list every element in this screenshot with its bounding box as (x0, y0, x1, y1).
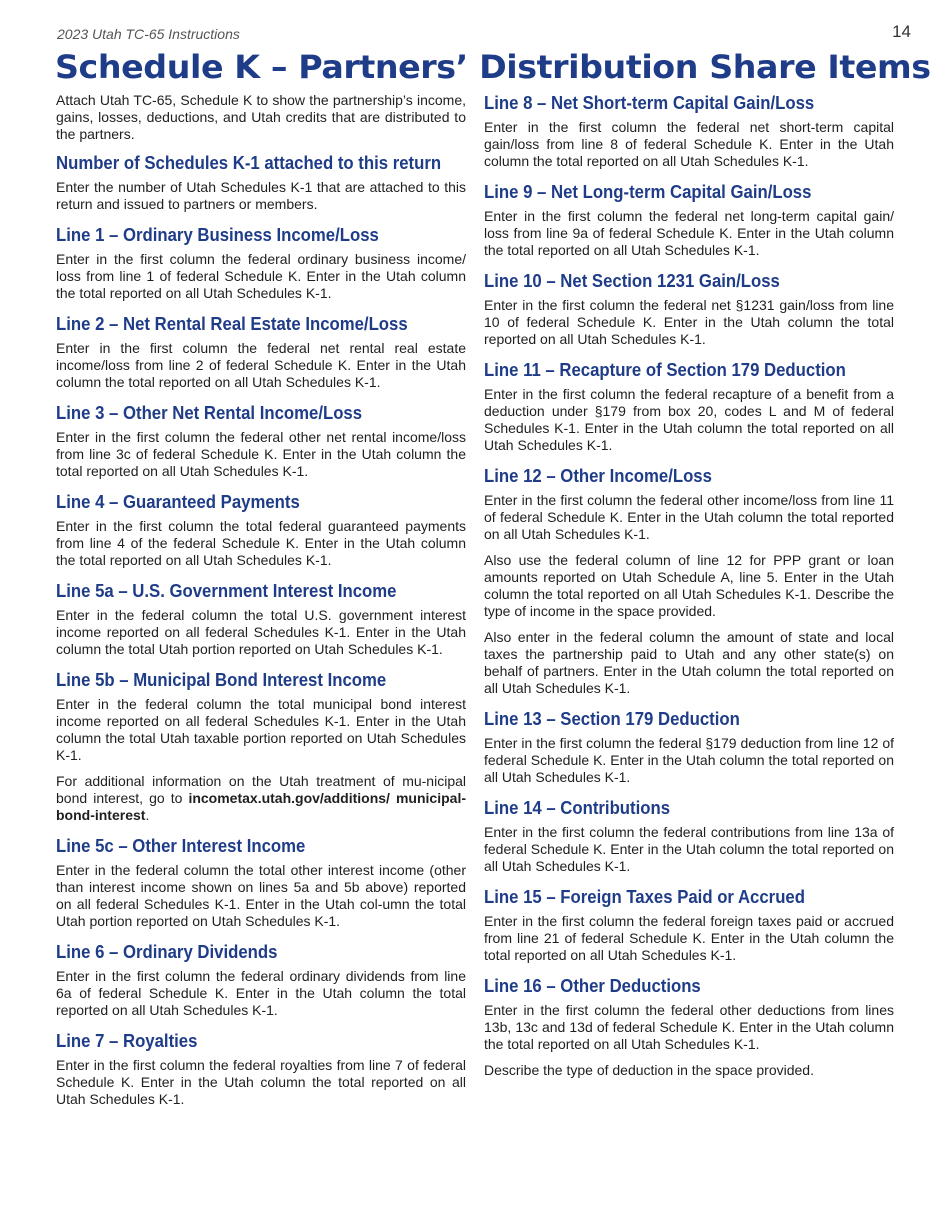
municipal-bond-link[interactable]: incometax.utah.gov/additions/ municipal-bond-interest (56, 790, 466, 823)
page-title: Schedule K – Partners’ Distribution Share Items (55, 48, 931, 86)
section-line-16 (484, 975, 894, 1079)
section-paragraph: Enter in the first column the federal contributions from line 13a of federal Schedule K. Enter in the Utah column the total reported on all Utah Schedules K-1. (484, 824, 894, 874)
section-paragraph: Also enter in the federal column the amount of state and local taxes the partnership paid to Utah and any other state(s) on behalf of partners. Enter in the Utah column the total reported on all Utah Schedules K-1. (484, 629, 894, 696)
section-line-6 (56, 941, 466, 1019)
section-heading: Line 15 – Foreign Taxes Paid or Accrued (484, 887, 805, 907)
section-line-2 (56, 313, 466, 391)
section-line-5c (56, 835, 466, 930)
running-header: 2023 Utah TC-65 Instructions (57, 26, 240, 42)
section-heading: Line 14 – Contributions (484, 798, 671, 818)
section-paragraph: Enter in the first column the federal other deductions from lines 13b, 13c and 13d of federal Schedule K. Enter in the Utah column the total reported on all Utah Schedules K-1. (484, 1002, 894, 1052)
section-heading: Line 4 – Guaranteed Payments (56, 492, 300, 512)
section-line-15 (484, 886, 894, 964)
section-paragraph: Also use the federal column of line 12 for PPP grant or loan amounts reported on Utah Schedule A, line 5. Enter in the Utah column the total reported on all Utah Schedules K-1. Describe the type of income in the space provided. (484, 552, 894, 619)
section-line-7 (56, 1030, 466, 1108)
section-heading: Line 3 – Other Net Rental Income/Loss (56, 403, 363, 423)
section-heading: Number of Schedules K-1 attached to this return (56, 153, 442, 173)
section-heading: Line 2 – Net Rental Real Estate Income/Loss (56, 314, 408, 334)
section-paragraph: Enter in the first column the federal other net rental income/loss from line 3c of federal Schedule K. Enter in the Utah column the total reported on all Utah Schedules K-1. (56, 429, 466, 479)
section-line-10 (484, 270, 894, 348)
section-paragraph: Enter in the first column the federal foreign taxes paid or accrued from line 21 of federal Schedule K. Enter in the Utah column the total reported on all Utah Schedules K-1. (484, 913, 894, 963)
section-paragraph: Enter in the first column the federal other income/loss from line 11 of federal Schedule K. Enter in the Utah column the total reported on all Utah Schedules K-1. (484, 492, 894, 542)
section-line-14 (484, 797, 894, 875)
intro-paragraph: Attach Utah TC-65, Schedule K to show the partnership’s income, gains, losses, deductions, and Utah credits that are distributed to the partners. (56, 92, 466, 142)
section-heading: Line 12 – Other Income/Loss (484, 466, 712, 486)
section-line-5b (56, 669, 466, 824)
section-paragraph: Enter in the federal column the total U.S. government interest income reported on all federal Schedules K-1. Enter in the Utah column the total Utah portion reported on Utah Schedules K-1. (56, 607, 466, 657)
section-heading: Line 9 – Net Long-term Capital Gain/Loss (484, 182, 812, 202)
section-paragraph: Enter in the first column the federal ordinary business income/ loss from line 1 of federal Schedule K. Enter in the Utah column the total reported on all Utah Schedules K-1. (56, 251, 466, 301)
section-paragraph: Enter in the first column the federal royalties from line 7 of federal Schedule K. Enter in the Utah column the total reported on all Utah Schedules K-1. (56, 1057, 466, 1107)
section-line-12 (484, 465, 894, 697)
section-heading: Line 16 – Other Deductions (484, 976, 701, 996)
section-paragraph (56, 773, 466, 824)
left-column (56, 92, 466, 1119)
section-line-8 (484, 92, 894, 170)
section-line-1 (56, 224, 466, 302)
section-paragraph: Enter in the first column the federal recapture of a benefit from a deduction under §179 from box 20, codes L and M of federal Schedules K-1. Enter in the Utah column the total reported on all Utah Schedules K-1. (484, 386, 894, 453)
page-number: 14 (892, 22, 911, 41)
section-heading: Line 8 – Net Short-term Capital Gain/Loss (484, 93, 815, 113)
section-paragraph: Enter in the first column the federal net rental real estate income/loss from line 2 of federal Schedule K. Enter in the Utah column the total reported on all Utah Schedules K-1. (56, 340, 466, 390)
section-heading: Line 6 – Ordinary Dividends (56, 942, 278, 962)
section-heading: Line 1 – Ordinary Business Income/Loss (56, 225, 379, 245)
section-paragraph: Describe the type of deduction in the space provided. (484, 1062, 814, 1078)
section-paragraph: Enter the number of Utah Schedules K-1 that are attached to this return and issued to partners or members. (56, 179, 466, 212)
section-line-5a (56, 580, 466, 658)
section-heading: Line 10 – Net Section 1231 Gain/Loss (484, 271, 780, 291)
section-paragraph: Enter in the first column the federal net long-term capital gain/ loss from line 9a of federal Schedule K. Enter in the Utah column the total reported on all Utah Schedules K-1. (484, 208, 894, 258)
section-line-13 (484, 708, 894, 786)
section-line-9 (484, 181, 894, 259)
right-column (484, 92, 894, 1090)
section-heading: Line 5a – U.S. Government Interest Income (56, 581, 397, 601)
section-paragraph: Enter in the first column the federal net short-term capital gain/loss from line 8 of federal Schedule K. Enter in the Utah column the total reported on all Utah Schedules K-1. (484, 119, 894, 169)
section-schedules-k1-count (56, 152, 466, 213)
paragraph-text: For additional information on the Utah treatment of mu-nicipal bond interest, go to (56, 773, 466, 806)
section-line-11 (484, 359, 894, 454)
section-paragraph: Enter in the first column the federal ordinary dividends from line 6a of federal Schedule K. Enter in the Utah column the total reported on all Utah Schedules K-1. (56, 968, 466, 1018)
section-paragraph: Enter in the first column the federal §179 deduction from line 12 of federal Schedule K. Enter in the Utah column the total reported on all Utah Schedules K-1. (484, 735, 894, 785)
paragraph-text: . (145, 807, 150, 823)
section-heading: Line 5b – Municipal Bond Interest Income (56, 670, 387, 690)
section-heading: Line 11 – Recapture of Section 179 Deduction (484, 360, 846, 380)
section-line-4 (56, 491, 466, 569)
section-paragraph: Enter in the first column the federal net §1231 gain/loss from line 10 of federal Schedule K. Enter in the Utah column the total reported on all Utah Schedules K-1. (484, 297, 894, 347)
section-heading: Line 7 – Royalties (56, 1031, 198, 1051)
section-paragraph: Enter in the federal column the total other interest income (other than interest income shown on lines 5a and 5b above) reported on all federal Schedules K-1. Enter in the Utah col-umn the total Utah portion reported on Utah Schedules K-1. (56, 862, 466, 929)
section-paragraph: Enter in the federal column the total municipal bond interest income reported on all federal Schedules K-1. Enter in the Utah column the total Utah taxable portion reported on Utah Schedules K-1. (56, 696, 466, 763)
section-line-3 (56, 402, 466, 480)
section-heading: Line 5c – Other Interest Income (56, 836, 306, 856)
section-paragraph: Enter in the first column the total federal guaranteed payments from line 4 of the federal Schedule K. Enter in the Utah column the total reported on all Utah Schedules K-1. (56, 518, 466, 568)
section-heading: Line 13 – Section 179 Deduction (484, 709, 740, 729)
